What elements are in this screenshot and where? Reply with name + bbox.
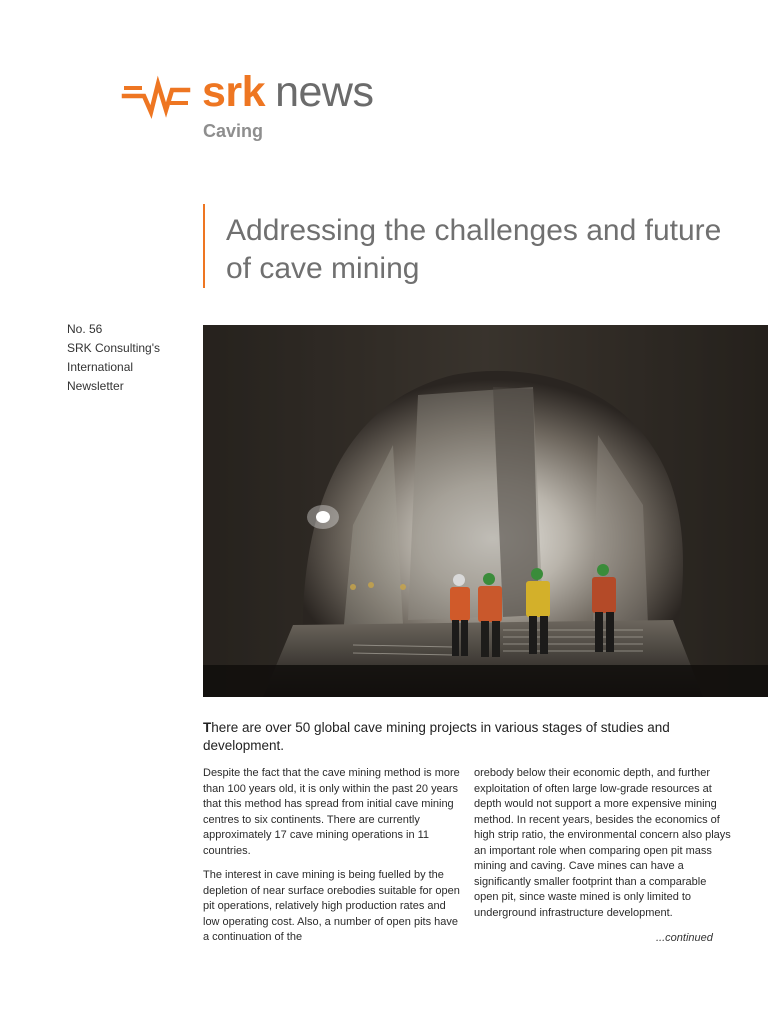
body-paragraph: The interest in cave mining is being fuelled by the depletion of near surface orebodies suitable for open pit operations, relatively high production rates and low operating cost. Also, a number of open pits have a continuation of the bbox=[203, 869, 460, 943]
issue-info bbox=[67, 320, 197, 396]
logo-srk: srk bbox=[202, 68, 266, 116]
srk-logo-icon bbox=[122, 76, 190, 120]
title-accent-bar bbox=[203, 204, 205, 288]
section-label: Caving bbox=[203, 121, 264, 141]
photo-caption: Infrastructure development at Oyu Tolgoi bbox=[412, 1006, 578, 1016]
issue-number: No. 56 bbox=[67, 322, 103, 336]
issue-line-2: International bbox=[67, 360, 134, 374]
lead-initial: T bbox=[203, 720, 212, 735]
body-column-right bbox=[474, 766, 732, 930]
issue-publisher: SRK Consulting's bbox=[67, 341, 160, 355]
body-paragraph: orebody below their economic depth, and further exploitation of often large low-grade resources at depth would not support a more expensive mining method. In recent years, besides the economics of high strip ratio, the environmental concern also plays an important role when comparing open pit mass mining and caving. Cave mines can have a significantly smaller footprint than a comparable open pit, since waste mined is only limited to underground infrastructure development. bbox=[474, 767, 731, 919]
lead-paragraph bbox=[203, 719, 723, 755]
issue-line-3: Newsletter bbox=[67, 379, 124, 393]
body-paragraph: Despite the fact that the cave mining method is more than 100 years old, it is only within the past 20 years that this method has spread from initial cave mining centres to six continents. There are currently approximately 17 cave mining operations in 11 countries. bbox=[203, 767, 460, 857]
logo-news: news bbox=[275, 68, 374, 116]
tunnel-illustration bbox=[203, 325, 768, 697]
continued-link[interactable]: ...continued bbox=[656, 932, 713, 944]
lead-text: here are over 50 global cave mining projects in various stages of studies and development. bbox=[203, 720, 670, 753]
headline: Addressing the challenges and future of cave mining bbox=[226, 214, 722, 285]
body-column-left bbox=[203, 766, 461, 955]
logo-wordmark bbox=[202, 70, 373, 114]
